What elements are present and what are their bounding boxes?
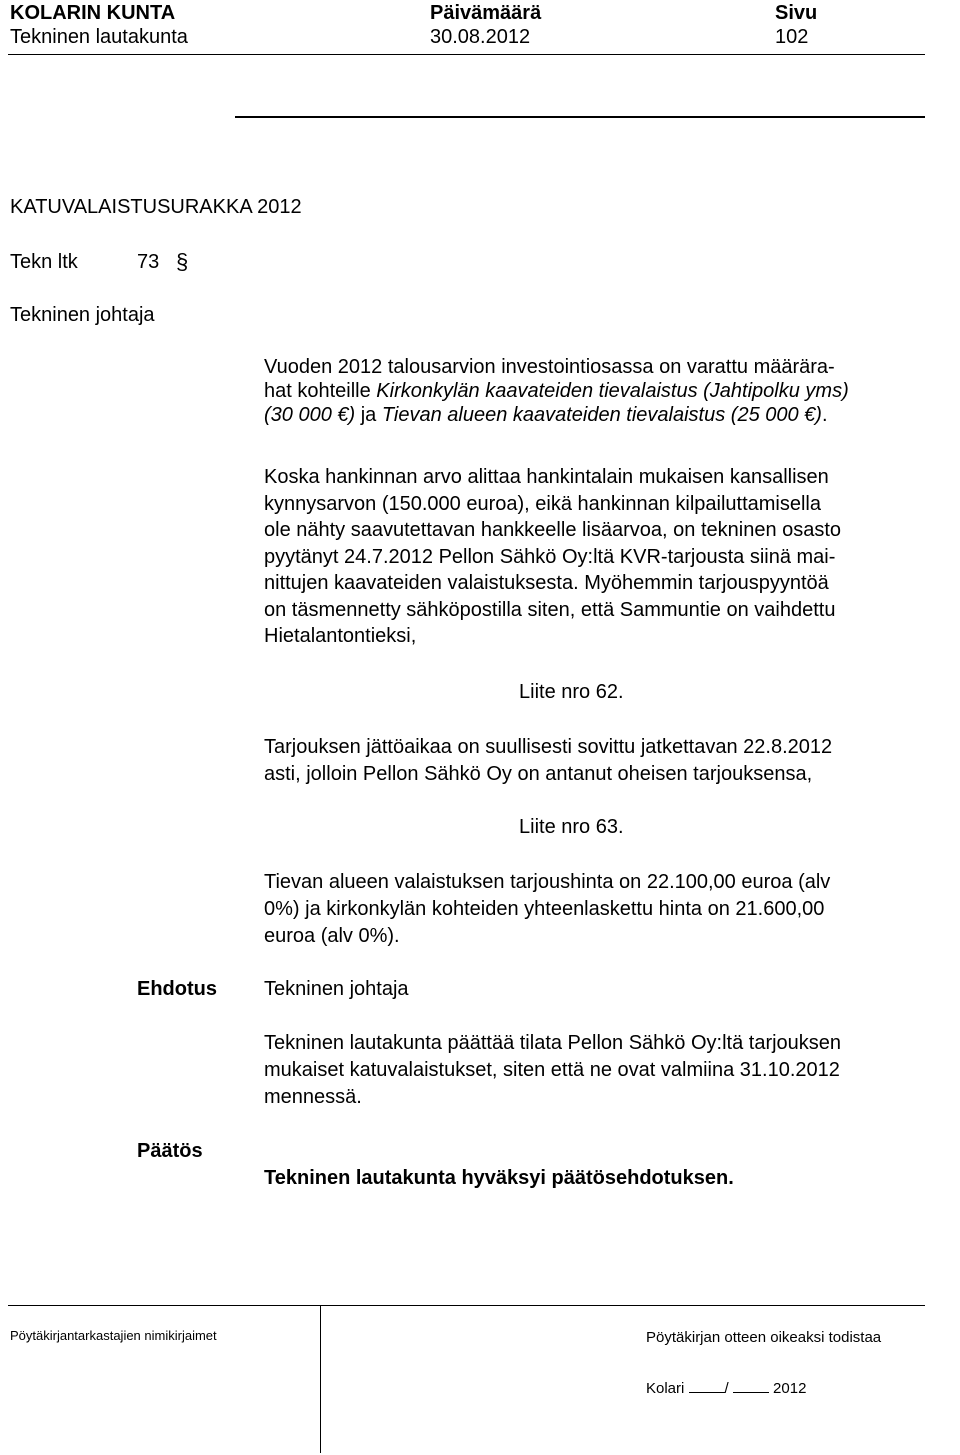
footer-divider xyxy=(8,1305,925,1306)
proposal-line: Tekninen lautakunta päättää tilata Pellon Sähkö Oy:ltä tarjouksen xyxy=(264,1032,842,1054)
decision-text: Tekninen lautakunta hyväksyi päätösehdotuksen. xyxy=(264,1167,734,1189)
p1-line-3: (30 000 €) ja Tievan alueen kaavateiden tievalaistus (25 000 €). xyxy=(264,404,828,426)
footer-place: Kolari xyxy=(646,1380,685,1397)
p2-line: pyytänyt 24.7.2012 Pellon Sähkö Oy:ltä KVR-tarjousta siinä mai- xyxy=(264,545,836,568)
p2-line: on täsmennetty sähköpostilla siten, että Sammuntie on vaihdettu xyxy=(264,598,836,621)
section-sign: § xyxy=(176,249,189,274)
p2-line: Hietalantontieksi, xyxy=(264,625,417,647)
p2-line: ole nähty saavutettavan hankkeelle lisäarvoa, on tekninen osasto xyxy=(264,519,842,541)
attachment-63: Liite nro 63. xyxy=(519,816,624,838)
header-divider-top xyxy=(8,54,925,55)
day-blank xyxy=(689,1378,725,1393)
p2-line: Koska hankinnan arvo alittaa hankintalain mukaisen kansallisen xyxy=(264,466,829,488)
footer-vertical-divider xyxy=(320,1305,321,1453)
body-paragraph-4 xyxy=(264,869,944,950)
header-page: 102 xyxy=(775,26,809,48)
p2-line: nittujen kaavateiden valaistuksesta. Myöhemmin tarjouspyyntöä xyxy=(264,572,829,594)
body-paragraph-3 xyxy=(264,734,944,788)
header-divider xyxy=(235,116,925,118)
section-label: Tekn ltk xyxy=(10,251,78,273)
header-org: KOLARIN KUNTA xyxy=(10,2,176,24)
footer-right-label: Pöytäkirjan otteen oikeaksi todistaa xyxy=(646,1329,882,1346)
header-date-label: Päivämäärä xyxy=(430,2,542,24)
page-title: KATUVALAISTUSURAKKA 2012 xyxy=(10,196,302,218)
decision-label: Päätös xyxy=(137,1140,203,1162)
p3-line: Tarjouksen jättöaikaa on suullisesti sovittu jatkettavan 22.8.2012 xyxy=(264,736,833,758)
p4-line: Tievan alueen valaistuksen tarjoushinta on 22.100,00 euroa (alv xyxy=(264,871,831,893)
header-board: Tekninen lautakunta xyxy=(10,26,188,48)
footer-year: 2012 xyxy=(773,1380,807,1397)
proposal-line: mennessä. xyxy=(264,1086,362,1108)
proposal-label: Ehdotus xyxy=(137,978,217,1000)
section-number: 73 xyxy=(137,251,160,273)
body-paragraph-2 xyxy=(264,464,944,650)
p4-line: euroa (alv 0%). xyxy=(264,925,400,947)
p1-line-2: hat kohteille Kirkonkylän kaavateiden tievalaistus (Jahtipolku yms) xyxy=(264,380,849,402)
p2-line: kynnysarvon (150.000 euroa), eikä hankinnan kilpailuttamisella xyxy=(264,492,821,515)
p4-line: 0%) ja kirkonkylän kohteiden yhteenlaskettu hinta on 21.600,00 xyxy=(264,898,825,920)
proposal-line: mukaiset katuvalaistukset, siten että ne ovat valmiina 31.10.2012 xyxy=(264,1059,840,1081)
month-blank xyxy=(733,1378,769,1393)
presenter: Tekninen johtaja xyxy=(10,304,155,326)
footer-left-label: Pöytäkirjantarkastajien nimikirjaimet xyxy=(10,1328,217,1343)
p1-line-1: Vuoden 2012 talousarvion investointiosassa on varattu määrära- xyxy=(264,356,835,378)
header-page-label: Sivu xyxy=(775,2,818,24)
header-date: 30.08.2012 xyxy=(430,26,531,48)
proposal-text xyxy=(264,1030,944,1111)
p3-line: asti, jolloin Pellon Sähkö Oy on antanut oheisen tarjouksensa, xyxy=(264,763,813,785)
attachment-62: Liite nro 62. xyxy=(519,681,624,703)
body-paragraph-1 xyxy=(264,355,944,427)
footer-date-line xyxy=(646,1378,806,1398)
footer-slash: / xyxy=(724,1380,729,1397)
proposal-presenter: Tekninen johtaja xyxy=(264,978,409,1000)
